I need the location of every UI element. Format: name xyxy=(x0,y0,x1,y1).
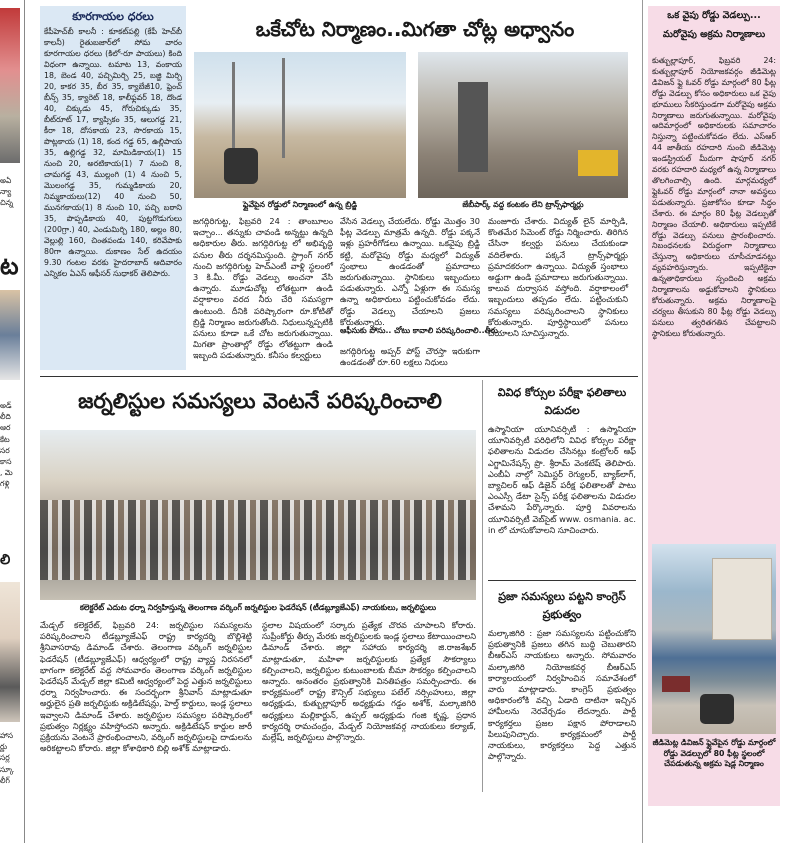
column-rule-left xyxy=(24,0,25,843)
story2-headline: జర్నలిస్టుల సమస్యలు వెంటనే పరిష్కరించాలి xyxy=(78,389,442,413)
story3-body: ఉస్మానియా యూనివర్సిటీ : ఉస్మానియా యూనివర్సిటీ పరిధిలోని వివిధ కోర్సుల పరీక్షా ఫలితాలను విడుదల చేసినట్లు కంట్రోలర్ ఆఫ్ ఎగ్జామినేషన్స్ ప్రొ. శ్రీరామ్ వెంకటేష్ తెలిపారు. ఎంబీఏ నాల్గో సెమిస్టర్ రెగ్యులర్, బ్యాక్‌లాగ్, బ్యాచిలర్ ఆఫ్ డిజైన్ పరీక్ష ఫలితాలతో పాటు ఎంఎస్సీ డేటా సైన్స్ పరీక్ష ఫలితాలను విడుదల చేశామని పేర్కొన్నారు. పూర్తి వివరాలను యూనివర్సిటీ వెబ్‌సైట్ www. osmania. ac. in లో చూసుకోవాలని సూచించారు. xyxy=(488,424,636,535)
story1-column-3: మంజూరు చేశారు. విద్యుత్ లైన్ మార్పిడి, కొంతమేర సిమెంట్ రోడ్డు నిర్మించారు. తిరిగిన చేసినా కల్వర్టు పనులు చేయకుండా వదిలేశారు. పక్కనే ట్రాన్స్‌ఫార్మర్లు ప్రమాదకరంగా ఉన్నాయి. విద్యుత్ స్తంభాలు అడ్డుగా ఉండి ప్రమాదాలు జరుగుతున్నాయి. కాలువ దుర్వాసన వస్తోంది. వర్షాకాలంలో ఇబ్బందులు తప్పడం లేదు. పట్టించుకుని సమస్యలు పరిష్కరించాలని స్థానికులు కోరుతున్నారు. పూర్తిస్థాయిలో పనులు చేయాలని సూచిస్తున్నారు. xyxy=(488,216,628,339)
transformer-icon xyxy=(458,82,488,172)
column-rule-mid xyxy=(482,380,483,792)
divider-top-story xyxy=(40,376,638,377)
left-strip xyxy=(0,0,22,843)
story1-headline: ఒకేచోట నిర్మాణం..మిగతా చోట్ల అధ్వానం xyxy=(255,17,575,41)
motorbike-icon xyxy=(700,694,734,724)
story1-caption-1: ఫ్లైవేపైన రోడ్డులో నిర్మాణంలో ఉన్న బ్రిడ్జి xyxy=(242,200,358,209)
story1-caption-2: జేబీపార్క్ వద్ద కంటకం లేని ట్రాన్స్‌ఫార్మర్లు xyxy=(462,200,584,209)
truck-icon xyxy=(578,150,618,176)
story1-column-1: జగద్గిరిగుట్ట, ఫిబ్రవరి 24 : తాంబూలం ఇచ్చాం... తన్నుకు చావండి అన్నట్టు ఉన్నది అధికారుల తీరు. జగద్గిరిగుట్ట లో అభివృద్ధి పనుల తీరు దర్శనమిస్తుంది. స్ట్రాంగ్ నగర్ నుంచి జగద్గిరిగుట్ట హెచ్‌ఎంటీ వాళ్లి స్థలంలో 3 కి.మీ. రోడ్డు వెడల్పు అంచనా వేసి ఉన్నారు. మూడుచోట్ల లోతట్టుగా ఉండి వర్షాకాలం వరద నీరు చేరి సమస్యగా ఉంటుంది. దీనికి పరిష్కారంగా రూ.కోటితో బ్రిడ్జి నిర్మాణం జరుగుతోంది. నిధులున్నప్పటికీ పనులు కూడా ఒకే చోట జరుగుతున్నాయి. మిగతా ప్రాంతాల్లో రోడ్డు లోతట్టుగా ఉండి ఇబ్బంది పడుతున్నారు. కనీసం కల్వర్టులు xyxy=(193,216,333,361)
story1-column-2b: జగద్గిరిగుట్ట అప్పర్ పోస్ట్ చౌరస్తా ఇరుకుగా ఉండడంతో రూ.60 లక్షలు నిధులు xyxy=(340,346,480,368)
right-story-photo xyxy=(652,544,776,734)
story1-subhead: ఆఫీసుకు పోసు.. చోటు కావాలి పరిష్కరించాలి..తీరు xyxy=(340,326,498,335)
right-story-caption: జీడిమెట్ల డివిజన్ ఫ్లైవేపైన రోడ్డు మార్గంలో రోడ్డు వెడల్పులో 80 ఫీట్ల స్థలంలో చేపడుతున్న అక్రమ షెడ్ల నిర్మాణం xyxy=(652,738,776,768)
left-strip-text: అఏ న్యా చిన్న xyxy=(0,176,14,208)
divider-story3 xyxy=(488,580,636,581)
vegetable-prices-title: కూరగాయల ధరలు xyxy=(72,10,154,23)
story1-column-2: వేసిన వెడల్పు చేయలేదు. రోడ్డు మొత్తం 30 ఫీట్ల వెడల్పు మాత్రమే ఉన్నది. రోడ్డు పక్కనే ఇళ్లు ప్రహరీగోడలు ఉన్నాయి. ఒకవైపు బ్రిడ్జి కట్టి, మరోవైపు రోడ్డు మధ్యలో విద్యుత్ స్తంభాలు ఉండడంతో ప్రమాదాలు జరుగుతున్నాయి. స్థానికులు ఇబ్బందులు పడుతున్నారు. ఎన్నో ఏళ్లుగా ఈ సమస్య ఉన్నా అధికారులు పట్టించుకోవడం లేదు. రోడ్డు వెడల్పు చేయాలని ప్రజలు కోరుతున్నారు. xyxy=(340,216,480,327)
story1-photo-transformer xyxy=(418,52,628,198)
left-strip-text-2: అడ్ లీది ఆర కేట సర కాస , మె గళ్లి xyxy=(0,401,13,489)
vegetable-prices-body: కేపీహెచ్‌బీ కాలనీ : కూకట్‌పల్లి (కేపీ హెచ్‌బీ కాలనీ) రైతుబజార్‌లో సోమ వారం కూరగాయల ధరలు (కిలో-రూ పాయలు) కింది విధంగా ఉన్నాయి. టమాట 13, వంకాయ 18, బెండ 40, పచ్చిమిర్చి 25, బజ్జి మిర్చి 20, కాకర 35, బీర 35, క్యాబేజీ10, ఫ్రెంచ్ బీన్స్ 35, క్యారెట్ 18, కాలీఫ్లవర్ 18, దొండ 40, చిక్కుడు 45, గోరుచిక్కుడు 35, బీట్‌రూట్ 17, క్యాప్సికం 35, ఆలుగడ్డ 21, కీరా 18, దోసకాయ 23, సొరకాయ 15, పొట్లకాయ (1) 18, కంద గడ్డ 65, ఉల్లిపాయ 35, ఉల్లిగడ్డ 32, మామిడికాయ(1) 15 నుంచి 20, అరటికాయ(1) 7 నుంచి 8, చామగడ్డ 43, ముల్లంగి (1) 4 నుంచి 5, మొలంగడ్డ 35, గుమ్మడికాయ 20, నిమ్మకాయలు(12) 40 నుంచి 50, మునగకాయ(1) 8 నుంచి 10, పచ్చి బఠాని 35, పొప్పడికాయ 40, పుట్టగొడుగులు (200గ్రా.) 40, ఎండుమిర్చి 180, అల్లం 80, వెల్లుల్లి 160, చింతపండు 140, కరివేపాకు 80గా ఉన్నాయి. దుకాణం సేల్ ఉదయం 9.30 గంటల వరకు హైదరాబాద్ ఆదివారం ఎన్నికల ఏఎస్ ఆఫీసర్ సుధాకర్ తెలిపారు. xyxy=(44,27,182,278)
story4-headline: ప్రజా సమస్యలు పట్టని కాంగ్రెస్ ప్రభుత్వం xyxy=(498,590,626,621)
column-rule-right xyxy=(642,0,643,843)
car-icon xyxy=(662,676,690,692)
right-story-headline: మరోవైపు అక్రమ నిర్మాణాలు xyxy=(662,29,766,40)
right-story-box xyxy=(648,6,780,806)
story4-body: మల్కాజిగిరి : ప్రజా సమస్యలను పట్టించుకోని ప్రభుత్వానికి ప్రజలు తగిన బుద్ధి చెబుతారని బీఆర్‌ఎస్ నాయకులు అన్నారు. సోమవారం మల్కాజిగిరి నియోజకవర్గ బీఆర్‌ఎస్ కార్యాలయంలో నిర్వహించిన సమావేశంలో వారు మాట్లాడారు. కాంగ్రెస్ ప్రభుత్వం అధికారంలోకి వచ్చి ఏడాది దాటినా ఇచ్చిన హామీలను నెరవేర్చడం లేదన్నారు. పార్టీ కార్యకర్తలు ప్రజల పక్షాన పోరాడాలని పిలుపునిచ్చారు. కార్యక్రమంలో పార్టీ నాయకులు, కార్యకర్తలు పెద్ద ఎత్తున పాల్గొన్నారు. xyxy=(488,628,636,762)
left-strip-photo-mid xyxy=(0,290,20,380)
building-icon xyxy=(712,558,772,640)
vegetable-prices-box xyxy=(40,6,186,370)
story2-photo-protest xyxy=(40,430,476,600)
protest-crowd xyxy=(40,500,476,580)
pole-icon xyxy=(282,58,285,158)
story1-photo-bridge xyxy=(194,52,406,198)
left-strip-text-3: హాస ర్ణు సర్ల స్కూ లీగ్ xyxy=(0,731,14,785)
left-strip-photo-top xyxy=(0,8,20,163)
pole-icon xyxy=(232,62,235,162)
story2-column-2: స్థలాల విషయంలో సర్కారు ప్రత్యేక చొరవ చూపాలని కోరారు. సుప్రీంకోర్టు తీర్పు మేరకు జర్నలిస్టులకు ఇండ్ల స్థలాలు కేటాయించాలని డిమాండ్ చేశారు. జిల్లా సహాయ కార్యదర్శి జి.రాజశేఖర్ మాట్లాడుతూ, మహిళా జర్నలిస్టులకు ప్రత్యేక సౌకర్యాలు కల్పించాలని, జర్నలిస్టుల కుటుంబాలకు బీమా సౌకర్యం కల్పించాలని అన్నారు. అనంతరం ప్రభుత్వానికి వినతిపత్రం సమర్పించారు. ఈ కార్యక్రమంలో రాష్ట్ర కౌన్సిల్ సభ్యులు పటేల్ నర్సింహులు, జిల్లా అధ్యక్షుడు, కుత్బుల్లాపూర్ అధ్యక్షుడు గడ్డం అశోక్, మల్కాజిగిరి అధ్యక్షులు మల్లికార్జున్, ఉప్పల్ అధ్యక్షుడు గంజి కృష్ణ, ప్రధాన కార్యదర్శి రామచంద్రం, మేడ్చల్ నియోజకవర్గ నాయకులు కల్యాణ్, మల్లేష్, జర్నలిస్టులు పాల్గొన్నారు. xyxy=(262,620,476,743)
story2-caption: కలెక్టరేట్ ఎదుట ధర్నా నిర్వహిస్తున్న తెలంగాణ వర్కింగ్ జర్నలిస్టుల ఫెడరేషన్ (టీడబ్ల్యూజేఎఫ్) నాయకులు, జర్నలిస్టులు xyxy=(79,603,437,612)
left-strip-head: ట xyxy=(0,252,19,280)
left-strip-photo-bottom xyxy=(0,582,20,722)
story3-headline: వివిధ కోర్సుల పరీక్షా ఫలితాలు విడుదల xyxy=(497,386,627,417)
right-story-kicker: ఒక వైపు రోడ్డు వెడల్పు... xyxy=(667,10,761,21)
motorbike-icon xyxy=(224,148,258,184)
left-strip-head-2: లి xyxy=(0,552,11,568)
right-story-body: కుత్బుల్లాపూర్, ఫిబ్రవరి 24: కుత్బుల్లాపూర్ నియోజకవర్గం జీడిమెట్ల డివిజన్ ఫ్లై ఓవర్ రోడ్డు మార్గంలో 80 ఫీట్ల రోడ్డు వెడల్పు కోసం అధికారులు ఒక వైపు భూములు సేకరిస్తుండగా మరోవైపు అక్రమ నిర్మాణాలు జరుగుతున్నాయి. మరోవైపు ఆదిమార్గంలో అధికారులకు సమాచారం నిస్తున్నా పట్టించుకోవడం లేదు. ఎస్‌ఆర్ 44 జాతీయ రహదారి నుంచి జీడిమెట్ల ఇండస్ట్రియల్ మీదుగా షాపూర్ నగర్ వరకు రహదారి మధ్యలో ఉన్న నిర్మాణాలు తొలగించాల్సి ఉంది. మార్గమధ్యలో ఫ్లైఓవర్ రోడ్డు మార్గంలో నానా అవస్థలు పడుతున్నారు. ప్రజాకోసం కూడా సిద్ధం చేశారు. ఈ మార్గం 80 ఫీట్ల వెడల్పుతో నిర్మాణం చేయాలి. అధికారులు ఇప్పటికే రోడ్డు వెడల్పు పనులు ప్రారంభించారు. నిబంధనలకు విరుద్ధంగా నిర్మాణాలు చేస్తున్నా అధికారులు చూసీచూడనట్లు వ్యవహరిస్తున్నారు. ఇప్పటికైనా ఉన్నతాధికారులు స్పందించి అక్రమ నిర్మాణాలను అడ్డుకోవాలని స్థానికులు కోరుతున్నారు. అక్రమ నిర్మాణాలపై చర్యలు తీసుకుని 80 ఫీట్ల రోడ్డు వెడల్పు పనులు త్వరితగతిన చేపట్టాలని స్థానికులు కోరుతున్నారు. xyxy=(652,56,776,338)
story2-column-1: మేడ్చల్ కలెక్టరేట్, ఫిబ్రవరి 24: జర్నలిస్టుల సమస్యలను పరిష్కరించాలని టీడబ్ల్యూజేఎఫ్ రాష్ట్ర కార్యదర్శి బొల్లిశెట్టి శ్రీనివాసరావు డిమాండ్ చేశారు. తెలంగాణ వర్కింగ్ జర్నలిస్టుల ఫెడరేషన్ (టీడబ్ల్యూజేఎఫ్) ఆధ్వర్యంలో రాష్ట్ర వ్యాప్త నిరసనలో భాగంగా కలెక్టరేట్ వద్ద సోమవారం తెలంగాణ వర్కింగ్ జర్నలిస్టుల ఫెడరేషన్ మేడ్చల్ జిల్లా కమిటీ ఆధ్వర్యంలో పెద్ద ఎత్తున జర్నలిస్టులు ధర్నా నిర్వహించారు. ఈ సందర్భంగా శ్రీనివాస్ మాట్లాడుతూ అర్హులైన ప్రతి జర్నలిస్టుకు అక్రిడిటేషన్లు, హెల్త్ కార్డులు, ఇండ్ల స్థలాలు ఇవ్వాలని డిమాండ్ చేశారు. జర్నలిస్టుల సమస్యల పరిష్కారంలో ప్రభుత్వం నిర్లక్ష్యం వహిస్తోందని అన్నారు. అక్రిడిటేషన్ కార్డుల జారీ ప్రక్రియను వెంటనే ప్రారంభించాలని, వర్కింగ్ జర్నలిస్టులపై దాడులను అరికట్టాలని కోరారు. జిల్లా కోశాధికారి బిల్లి అశోక్ మాట్లాడారు. xyxy=(40,620,252,754)
